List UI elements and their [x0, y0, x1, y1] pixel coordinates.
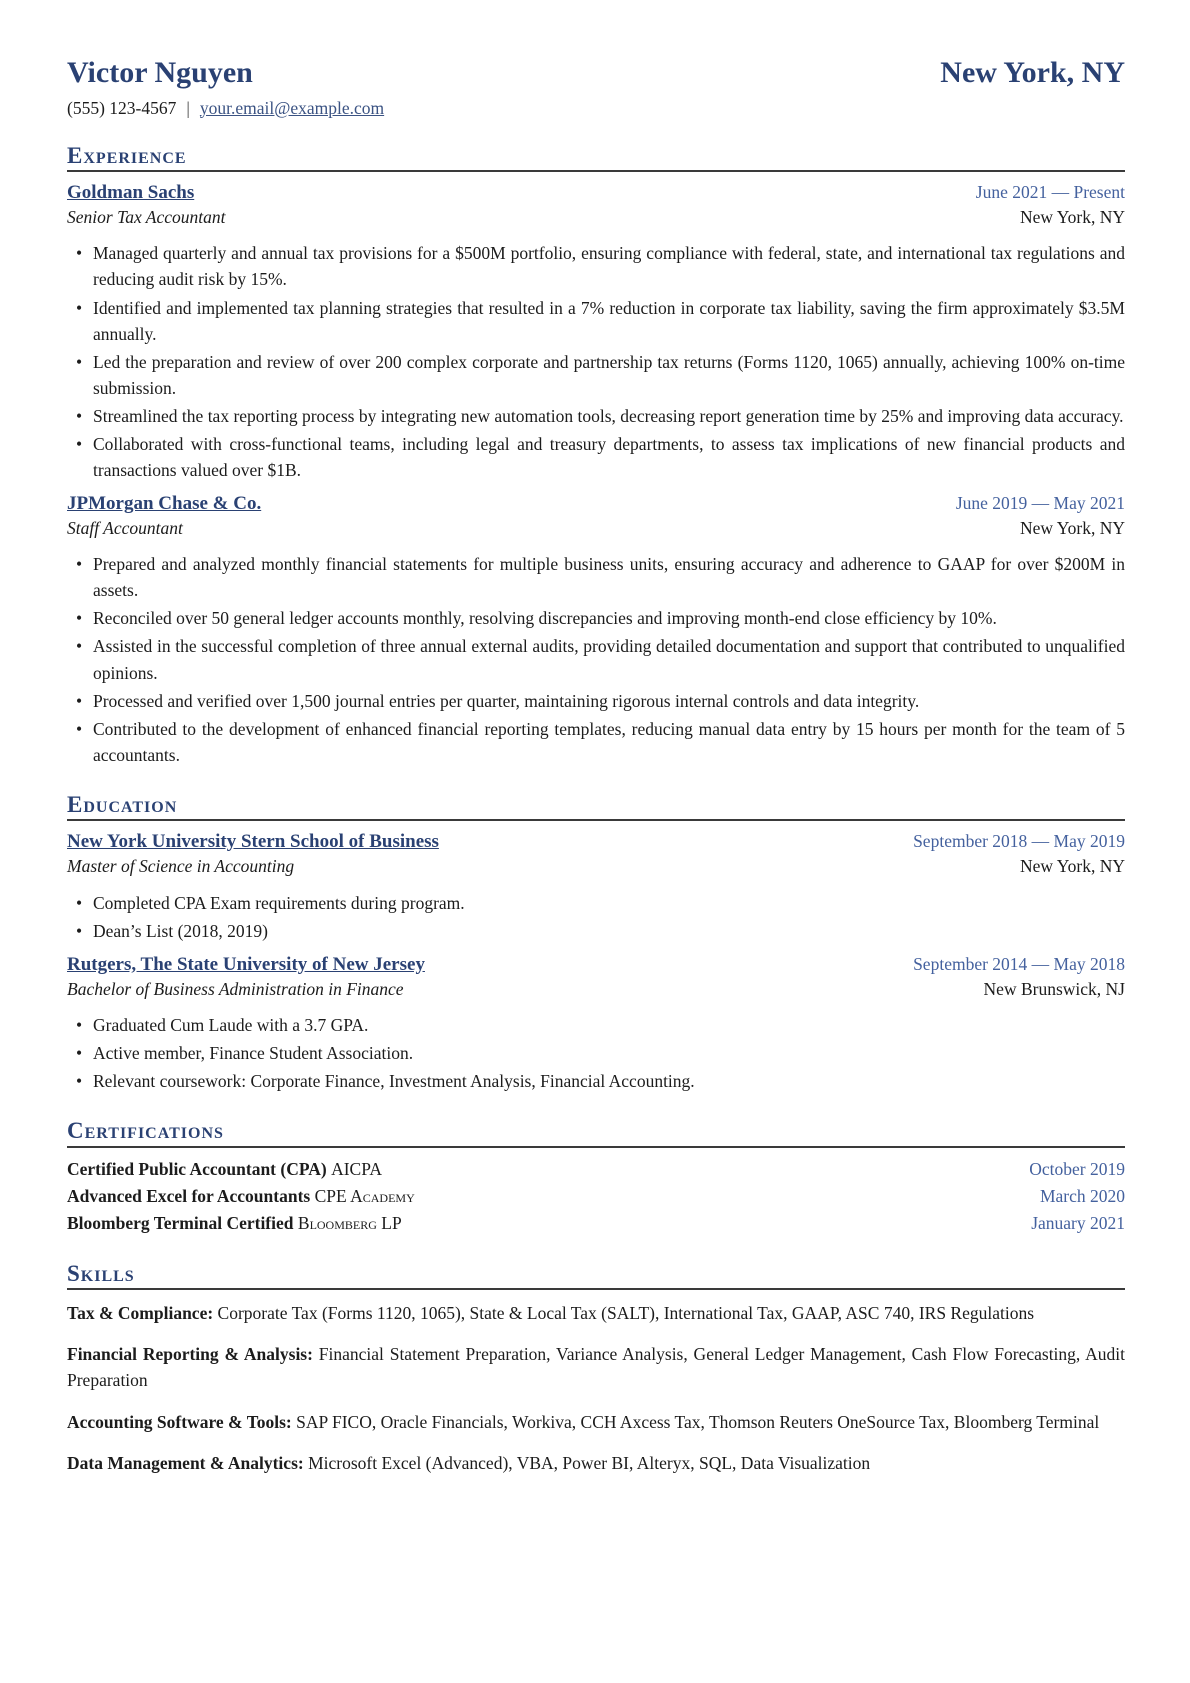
bullet-item: [67, 403, 1125, 429]
skill-items: SAP FICO, Oracle Financials, Workiva, CCH Axcess Tax, Thomson Reuters OneSource Tax, Bloomberg Terminal: [296, 1411, 1100, 1432]
bullet-icon: •: [76, 554, 83, 575]
section-experience: [67, 142, 1125, 768]
degree-title: Master of Science in Accounting: [67, 856, 295, 877]
certification-list: [67, 1156, 1125, 1237]
bullet-list: [67, 1012, 1125, 1094]
certification-title: [67, 1183, 415, 1210]
date-range: June 2019 — May 2021: [955, 492, 1125, 513]
job-location: New York, NY: [1019, 206, 1125, 227]
bullet-text: Processed and verified over 1,500 journal entries per quarter, maintaining rigorous internal controls and data integrity.: [93, 690, 920, 711]
bullet-icon: •: [76, 297, 83, 318]
section-title-education: Education: [67, 791, 1125, 822]
bullet-text: Graduated Cum Laude with a 3.7 GPA.: [93, 1015, 369, 1036]
skill-category-label: Financial Reporting & Analysis:: [67, 1344, 313, 1365]
bullet-item: [67, 605, 1125, 631]
certification-title: [67, 1210, 402, 1237]
bullet-item: [67, 1068, 1125, 1094]
education-entry: [67, 953, 1125, 1095]
experience-entry: [67, 181, 1125, 483]
education-entry: [67, 830, 1125, 943]
skills-list: [67, 1300, 1125, 1475]
school-name: New York University Stern School of Business: [67, 831, 439, 853]
bullet-item: [67, 688, 1125, 714]
email-link[interactable]: your.email@example.com: [199, 97, 385, 118]
certification-row: [67, 1210, 1125, 1237]
bullet-icon: •: [76, 892, 83, 913]
certification-name: Bloomberg Terminal Certified: [67, 1212, 294, 1233]
person-location: New York, NY: [940, 56, 1125, 89]
bullet-text: Active member, Finance Student Association.: [93, 1043, 414, 1064]
school-name: Rutgers, The State University of New Jersey: [67, 953, 425, 975]
bullet-icon: •: [76, 718, 83, 739]
bullet-text: Dean’s List (2018, 2019): [93, 920, 268, 941]
bullet-icon: •: [76, 433, 83, 454]
bullet-list: [67, 890, 1125, 944]
skill-category-label: Tax & Compliance:: [67, 1303, 214, 1324]
section-skills: [67, 1260, 1125, 1476]
bullet-item: [67, 240, 1125, 292]
bullet-text: Streamlined the tax reporting process by integrating new automation tools, decreasing report generation time by 25% and improving data accuracy.: [93, 405, 1124, 426]
skill-items: Microsoft Excel (Advanced), VBA, Power BI, Alteryx, SQL, Data Visualization: [308, 1452, 871, 1473]
section-title-experience: Experience: [67, 142, 1125, 173]
certification-issuer: AICPA: [331, 1158, 382, 1179]
bullet-item: [67, 349, 1125, 401]
bullet-item: [67, 918, 1125, 944]
bullet-item: [67, 1012, 1125, 1038]
bullet-text: Collaborated with cross-functional teams, including legal and treasury departments, to assess tax implications of new financial products and transactions valued over $1B.: [93, 433, 1125, 480]
bullet-icon: •: [76, 636, 83, 657]
degree-title: Bachelor of Business Administration in Finance: [67, 978, 404, 999]
date-range: September 2014 — May 2018: [913, 953, 1125, 974]
skill-category-row: [67, 1300, 1125, 1326]
bullet-icon: •: [76, 920, 83, 941]
bullet-icon: •: [76, 1071, 83, 1092]
certification-name: Advanced Excel for Accountants: [67, 1185, 311, 1206]
bullet-text: Completed CPA Exam requirements during program.: [93, 892, 465, 913]
job-title: Senior Tax Accountant: [67, 206, 226, 227]
job-title: Staff Accountant: [67, 517, 183, 538]
skill-items: Corporate Tax (Forms 1120, 1065), State & Local Tax (SALT), International Tax, GAAP, ASC 740, IRS Regulations: [217, 1303, 1035, 1324]
bullet-icon: •: [76, 690, 83, 711]
bullet-item: [67, 890, 1125, 916]
skill-category-row: [67, 1409, 1125, 1435]
skill-category-label: Accounting Software & Tools:: [67, 1411, 292, 1432]
section-certifications: [67, 1117, 1125, 1236]
bullet-icon: •: [76, 1043, 83, 1064]
section-title-certifications: Certifications: [67, 1117, 1125, 1148]
bullet-text: Managed quarterly and annual tax provisions for a $500M portfolio, ensuring compliance with federal, state, and international tax regulations and reducing audit risk by 15%.: [93, 243, 1125, 290]
section-education: [67, 791, 1125, 1095]
skill-category-label: Data Management & Analytics:: [67, 1452, 304, 1473]
bullet-icon: •: [76, 351, 83, 372]
bullet-item: [67, 295, 1125, 347]
certification-name: Certified Public Accountant (CPA): [67, 1158, 327, 1179]
company-name: JPMorgan Chase & Co.: [67, 492, 262, 514]
bullet-list: [67, 240, 1125, 483]
school-location: New Brunswick, NJ: [983, 978, 1125, 999]
bullet-list: [67, 551, 1125, 768]
bullet-text: Prepared and analyzed monthly financial statements for multiple business units, ensuring accuracy and adherence to GAAP for over $200M in assets.: [93, 554, 1125, 601]
certification-row: [67, 1183, 1125, 1210]
bullet-item: [67, 1040, 1125, 1066]
contact-separator: |: [186, 97, 190, 118]
bullet-text: Led the preparation and review of over 200 complex corporate and partnership tax returns (Forms 1120, 1065) annually, achieving 100% on-time submission.: [93, 351, 1125, 398]
certification-row: [67, 1156, 1125, 1183]
certification-issuer: Bloomberg LP: [297, 1212, 402, 1233]
school-location: New York, NY: [1019, 856, 1125, 877]
bullet-text: Contributed to the development of enhanced financial reporting templates, reducing manual data entry by 15 hours per month for the team of 5 accountants.: [93, 718, 1125, 765]
skill-category-row: [67, 1341, 1125, 1393]
certification-date: October 2019: [1029, 1158, 1125, 1179]
bullet-icon: •: [76, 1015, 83, 1036]
job-location: New York, NY: [1019, 517, 1125, 538]
certification-date: January 2021: [1031, 1212, 1125, 1233]
certification-issuer: CPE Academy: [314, 1185, 415, 1206]
bullet-icon: •: [76, 243, 83, 264]
bullet-text: Identified and implemented tax planning strategies that resulted in a 7% reduction in corporate tax liability, saving the firm approximately $3.5M annually.: [93, 297, 1125, 344]
contact-line: [67, 98, 1125, 119]
certification-date: March 2020: [1039, 1185, 1125, 1206]
bullet-text: Reconciled over 50 general ledger accounts monthly, resolving discrepancies and improving month-end close efficiency by 10%.: [93, 608, 997, 629]
bullet-item: [67, 551, 1125, 603]
bullet-item: [67, 716, 1125, 768]
company-name: Goldman Sachs: [67, 182, 195, 204]
skill-items: Financial Statement Preparation, Variance Analysis, General Ledger Management, Cash Flow Forecasting, Audit Preparation: [67, 1344, 1126, 1391]
person-name: Victor Nguyen: [67, 56, 253, 89]
skill-category-row: [67, 1450, 1125, 1476]
date-range: June 2021 — Present: [975, 182, 1125, 203]
phone-number: (555) 123-4567: [67, 97, 177, 118]
resume-header: [67, 56, 1125, 119]
experience-list: [67, 181, 1125, 768]
bullet-text: Assisted in the successful completion of three annual external audits, providing detailed documentation and support that contributed to unqualified opinions.: [93, 636, 1125, 683]
bullet-item: [67, 633, 1125, 685]
bullet-icon: •: [76, 405, 83, 426]
experience-entry: [67, 492, 1125, 768]
bullet-icon: •: [76, 608, 83, 629]
bullet-text: Relevant coursework: Corporate Finance, Investment Analysis, Financial Accounting.: [93, 1071, 695, 1092]
certification-title: [67, 1156, 382, 1183]
education-list: [67, 830, 1125, 1094]
bullet-item: [67, 431, 1125, 483]
date-range: September 2018 — May 2019: [913, 831, 1125, 852]
section-title-skills: Skills: [67, 1260, 1125, 1291]
